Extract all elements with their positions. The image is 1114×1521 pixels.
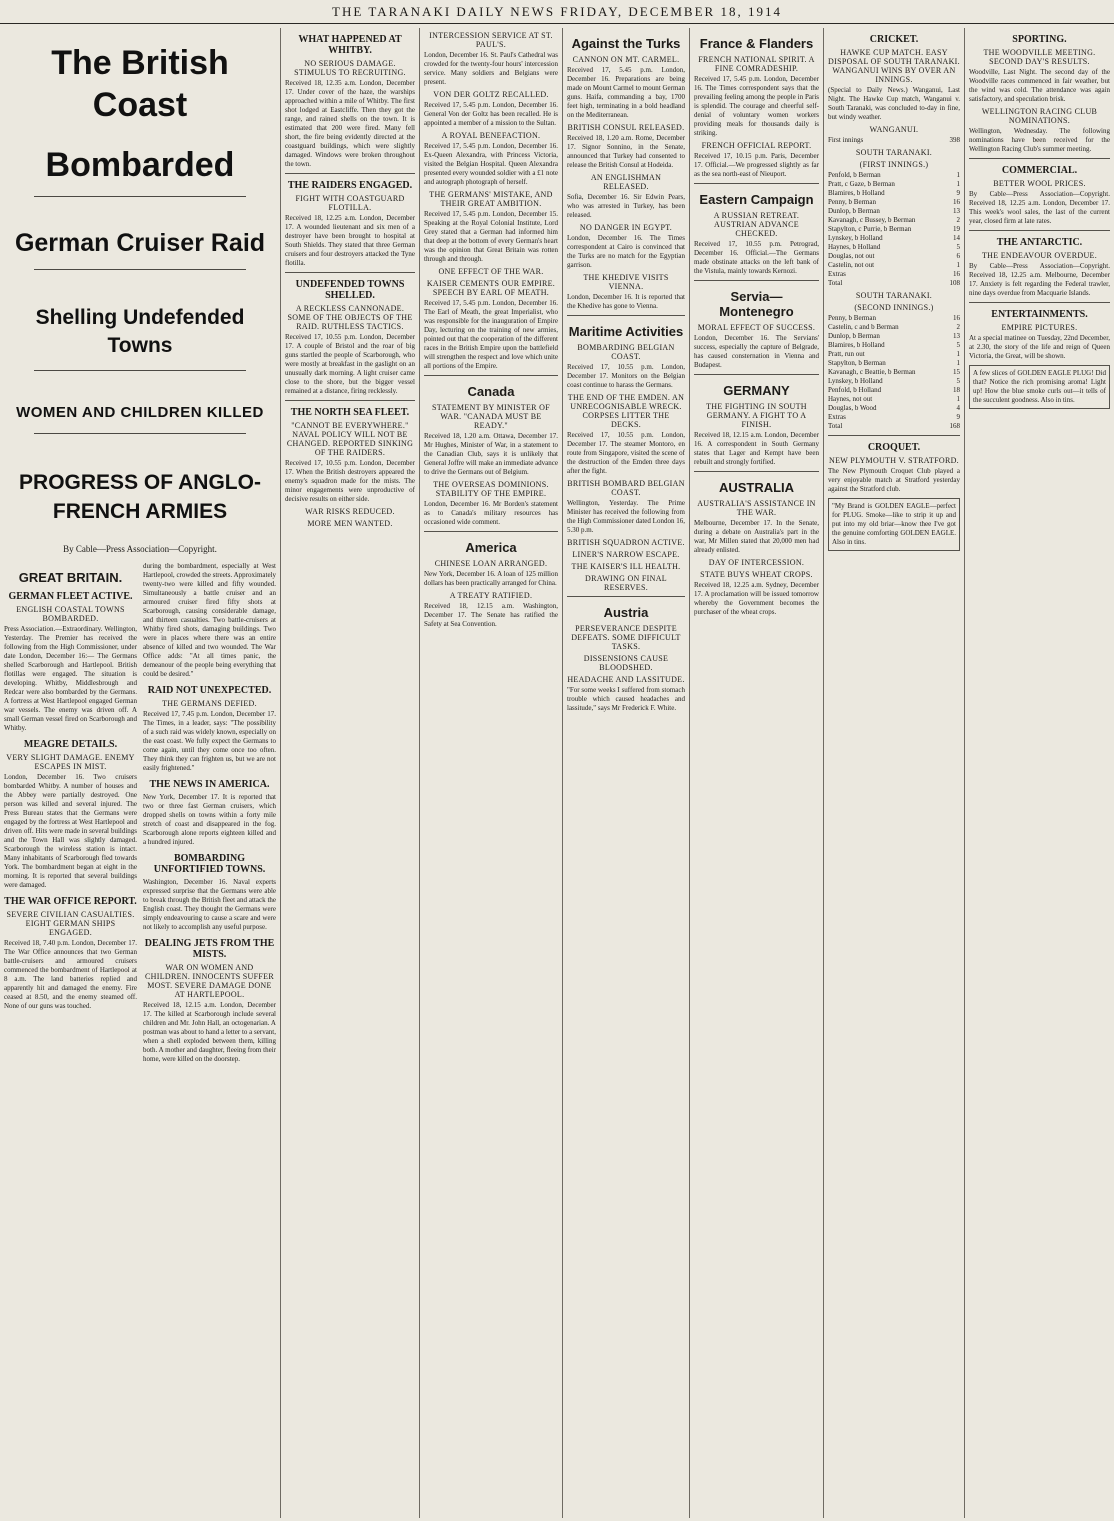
batsman-runs: 2 bbox=[956, 216, 960, 224]
headline: SPORTING. bbox=[1012, 34, 1067, 45]
subheadline: A ROYAL BENEFACTION. bbox=[441, 131, 541, 140]
article-body: Received 18, 12.15 a.m. London, December 17. The killed at Scarborough include several children and Mr. John Hall, an octogenarian. A postman was about to hand a letter to a servant, when a shell exploded between them, killing both. A mother and daughter, fleeing from their home, were killed on the doorstep. bbox=[143, 1001, 276, 1063]
article-body: Received 17, 5.45 p.m. London, December 16. Preparations are being made on Mount Carmel to mount German guns. Haifa, commanding a bay, 1700 feet high, terminating in a bold headland on the Mediterranean. bbox=[567, 66, 685, 119]
column-cricket bbox=[824, 28, 965, 1518]
article-body: Received 18, 7.40 p.m. London, December 17. The War Office announces that two German battle-cruisers and armoured cruisers commenced the bombardment of Hartlepool at 8 a.m. The land batteries replied and apparently hit and damaged the enemy. Fire ceased at 8.50, and the enemy steamed off. None of our guns was touched. bbox=[4, 939, 137, 1010]
divider bbox=[285, 272, 415, 273]
batsman-runs: 1 bbox=[956, 180, 960, 188]
divider bbox=[34, 433, 246, 434]
article-body: By Cable—Press Association—Copyright. Received 18, 12.25 a.m. London, December 17. This week's wool sales, the last of the current year, closed firm at late rates. bbox=[969, 190, 1110, 225]
batsman-name: Penfold, b Holland bbox=[828, 386, 882, 394]
section-france-flanders: France & Flanders bbox=[699, 36, 814, 51]
subheadline: THE WOODVILLE MEETING. SECOND DAY'S RESULTS. bbox=[983, 48, 1096, 66]
article-body: during the bombardment, especially at West Hartlepool, crowded the streets. Approximately twenty-two were killed and fifty wounded. Simultaneously a battle cruiser and an armoured cruiser fired fifty shots at Scarborough, causing considerable damage, and thirteen casualties. Two battle-cruisers at Whitby fired shots, damaging buildings. Two were in places where there was an entire absence of killed and two wounded. The War Office adds: "At all times panic, the demeanour of the people being everything that could be desired." bbox=[143, 562, 276, 678]
subheadline: MORAL EFFECT OF SUCCESS. bbox=[697, 323, 816, 332]
subheadline: MORE MEN WANTED. bbox=[307, 519, 393, 528]
article-body: "For some weeks I suffered from stomach trouble which caused headaches and lassitude," says Mr Frederick F. White. bbox=[567, 686, 685, 712]
tobacco-advertisement: "My Brand is GOLDEN EAGLE—perfect for PLUG. Smoke—like to strip it up and put into my old briar—know thee I've got the genuine comforting GOLDEN EAGLE. Also in tins. bbox=[828, 498, 960, 551]
total-label: Total bbox=[828, 279, 843, 287]
batting-row bbox=[828, 332, 960, 341]
extras-value: 9 bbox=[956, 413, 960, 421]
divider bbox=[969, 302, 1110, 303]
batting-row bbox=[828, 243, 960, 252]
batsman-runs: 5 bbox=[956, 377, 960, 385]
subheadline: STATEMENT BY MINISTER OF WAR. "CANADA MUST BE READY." bbox=[432, 403, 550, 430]
batsman-runs: 14 bbox=[953, 234, 960, 242]
innings-heading: (FIRST INNINGS.) bbox=[859, 160, 929, 169]
subheadline: EMPIRE PICTURES. bbox=[1001, 323, 1078, 332]
divider bbox=[694, 374, 819, 375]
section-maritime: Maritime Activities bbox=[568, 324, 684, 339]
article-body: Received 18, 12.35 a.m. London, December 17. Under cover of the haze, the warships approached within a mile of Whitby. The first shot lodged at Eastcliffe. Then they got the range, and rained shells on the town. It is estimated that 200 were fired. Many fell short, the fire being evidently directed at the coastguard buildings, which were slightly damaged. Windows were broken throughout the town. bbox=[285, 79, 415, 168]
batsman-runs: 4 bbox=[956, 404, 960, 412]
score-row bbox=[828, 413, 960, 422]
masthead: THE TARANAKI DAILY NEWS FRIDAY, DECEMBER 18, 1914 bbox=[0, 0, 1114, 24]
subheadline: FRENCH OFFICIAL REPORT. bbox=[701, 141, 812, 150]
batting-row bbox=[828, 314, 960, 323]
batsman-runs: 1 bbox=[956, 171, 960, 179]
batting-row bbox=[828, 198, 960, 207]
subheadline: THE END OF THE EMDEN. AN UNRECOGNISABLE WRECK. CORPSES LITTER THE DECKS. bbox=[567, 393, 685, 429]
subheadline: DRAWING ON FINAL RESERVES. bbox=[585, 574, 667, 592]
headline: UNDEFENDED TOWNS SHELLED. bbox=[295, 279, 405, 301]
batsman-name: Lynskey, b Holland bbox=[828, 234, 883, 242]
byline: By Cable—Press Association—Copyright. bbox=[63, 544, 217, 554]
batting-row bbox=[828, 386, 960, 395]
total-label: Total bbox=[828, 422, 843, 430]
headline: BOMBARDING UNFORTIFIED TOWNS. bbox=[153, 853, 266, 875]
batsman-runs: 6 bbox=[956, 252, 960, 260]
team-heading: SOUTH TARANAKI. bbox=[855, 291, 933, 300]
score-row bbox=[828, 422, 960, 431]
article-body: Received 18, 12.15 a.m. London, December 16. A correspondent in South Germany states that Lager and Kempt have been rebuilt and strongly fortified. bbox=[694, 431, 819, 466]
headline: THE NEWS IN AMERICA. bbox=[149, 779, 270, 790]
team-heading: WANGANUI. bbox=[869, 125, 919, 134]
team-heading: SOUTH TARANAKI. bbox=[855, 148, 933, 157]
article-body: Received 18, 12.25 a.m. London, December 17. A wounded lieutenant and six men of a destroyer have been brought to hospital at South Shields. They stated that three German cruisers and four destroyers attacked the Tyne flotilla. bbox=[285, 214, 415, 267]
divider bbox=[828, 435, 960, 436]
divider bbox=[34, 196, 246, 197]
batsman-runs: 1 bbox=[956, 395, 960, 403]
subheadline: INTERCESSION SERVICE AT ST. PAUL'S. bbox=[429, 31, 553, 49]
banner-german-cruiser-raid: German Cruiser Raid bbox=[14, 229, 266, 257]
batting-list-second bbox=[828, 314, 960, 413]
batsman-runs: 19 bbox=[953, 225, 960, 233]
banner-women-children: WOMEN AND CHILDREN KILLED bbox=[16, 404, 264, 421]
divider bbox=[34, 370, 246, 371]
batting-row bbox=[828, 341, 960, 350]
headline: MEAGRE DETAILS. bbox=[23, 739, 118, 750]
headline: CROQUET. bbox=[867, 442, 921, 453]
section-great-britain: GREAT BRITAIN. bbox=[18, 570, 123, 585]
subheadline: WAR RISKS REDUCED. bbox=[305, 507, 395, 516]
section-canada: Canada bbox=[467, 384, 515, 399]
subheadline: WAR ON WOMEN AND CHILDREN. INNOCENTS SUFFER MOST. SEVERE DAMAGE DONE AT HARTLEPOOL. bbox=[145, 963, 274, 999]
batsman-name: Douglas, not out bbox=[828, 252, 875, 260]
article-body: New York, December 17. It is reported that two or three fast German cruisers, which dropped shells on towns within a forty mile stretch of coast and disappeared in the fog. Scarborough alone reports eighteen killed and a hundred injured. bbox=[143, 793, 276, 846]
batting-row bbox=[828, 368, 960, 377]
batting-row bbox=[828, 252, 960, 261]
article-body: Wellington, Wednesday. The following nominations have been received for the Wellington Racing Club's summer meeting. bbox=[969, 127, 1110, 153]
section-austria: Austria bbox=[603, 605, 649, 620]
extras-label: Extras bbox=[828, 413, 846, 421]
batsman-name: Dunlop, b Berman bbox=[828, 332, 880, 340]
section-australia: AUSTRALIA bbox=[718, 480, 795, 495]
tobacco-advertisement: A few slices of GOLDEN EAGLE PLUG! Did that? Notice the rich promising aroma! Light up! How the blue smoke curls out—it tells of the succulent goodness. Also in tins. bbox=[969, 365, 1110, 409]
batsman-runs: 13 bbox=[953, 332, 960, 340]
subheadline: ENGLISH COASTAL TOWNS BOMBARDED. bbox=[16, 605, 125, 623]
article-body: London, December 16. It is reported that the Khedive has gone to Vienna. bbox=[567, 293, 685, 310]
batsman-name: Penny, b Berman bbox=[828, 198, 876, 206]
batting-list-first bbox=[828, 171, 960, 270]
column-front bbox=[0, 28, 281, 1518]
batting-row bbox=[828, 350, 960, 359]
batsman-name: Penfold, b Berman bbox=[828, 171, 881, 179]
subheadline: BRITISH CONSUL RELEASED. bbox=[567, 123, 685, 132]
batsman-name: Kavanagh, c Bussey, b Berman bbox=[828, 216, 916, 224]
divider bbox=[694, 183, 819, 184]
subheadline: NEW PLYMOUTH V. STRATFORD. bbox=[829, 456, 959, 465]
article-body: Received 17, 5.45 p.m. London, December 15. Speaking at the Royal Colonial Institute, Lord Grey stated that a German had informed him that deep at the bottom of every German's heart was the opinion that Great Britain was rotten through and through. bbox=[424, 210, 558, 263]
headline: THE WAR OFFICE REPORT. bbox=[4, 896, 137, 907]
batsman-name: Pratt, c Gaze, b Berman bbox=[828, 180, 895, 188]
subheadline: DISSENSIONS CAUSE BLOODSHED. bbox=[583, 654, 669, 672]
column-france bbox=[690, 28, 824, 1518]
article-body: Received 17, 10.55 p.m. London, December 17. Monitors on the Belgian coast continue to harass the Germans. bbox=[567, 363, 685, 389]
headline: GERMAN FLEET ACTIVE. bbox=[8, 591, 133, 602]
score-row bbox=[828, 136, 960, 145]
divider bbox=[694, 280, 819, 281]
subheadline: BETTER WOOL PRICES. bbox=[993, 179, 1086, 188]
article-body: Received 17, 10.55 p.m. London, December 17. A couple of Bristol and the roar of big guns startled the people of Scarborough, who were mostly at breakfast in the gaslight on an unusually dark morning. A light cruiser came close to the shore, but the bigger vessel remained at a distance, firing recklessly. bbox=[285, 333, 415, 395]
headline: DEALING JETS FROM THE MISTS. bbox=[144, 938, 275, 960]
subheadline: HAWKE CUP MATCH. EASY DISPOSAL OF SOUTH TARANAKI. WANGANUI WINS BY OVER AN INNINGS. bbox=[828, 48, 960, 84]
subheadline: SEVERE CIVILIAN CASUALTIES. EIGHT GERMAN SHIPS ENGAGED. bbox=[6, 910, 135, 937]
article-body: Received 18, 1.20 a.m. Rome, December 17. Signor Sonnino, in the Senate, announced that Turkey had consented to release the British Consul at Hodeida. bbox=[567, 134, 685, 169]
batsman-name: Blamires, b Holland bbox=[828, 189, 885, 197]
batsman-name: Dunlop, b Berman bbox=[828, 207, 880, 215]
article-body: London, December 16. The Times correspondent at Cairo is convinced that the Turks are no match for the Egyptian garrison. bbox=[567, 234, 685, 269]
article-body: Received 18, 12.25 a.m. Sydney, December 17. A proclamation will be issued tomorrow whereby the Government becomes the purchaser of the wheat crops. bbox=[694, 581, 819, 616]
batsman-name: Blamires, b Holland bbox=[828, 341, 885, 349]
article-body: (Special to Daily News.) Wanganui, Last Night. The Hawke Cup match, Wanganui v. South Taranaki, was concluded to-day in fine, but windy weather. bbox=[828, 86, 960, 121]
banner-bombarded: Bombarded bbox=[45, 146, 235, 184]
subheadline: THE ENDEAVOUR OVERDUE. bbox=[981, 251, 1098, 260]
article-body: Received 17, 5.45 p.m. London, December 16. Ex-Queen Alexandra, with Princess Victoria, visited the Belgian Hospital. Queen Alexandra presented every wounded soldier with a £1 note and autograph photograph of herself. bbox=[424, 142, 558, 186]
batting-row bbox=[828, 207, 960, 216]
batting-row bbox=[828, 216, 960, 225]
batsman-runs: 1 bbox=[956, 350, 960, 358]
article-body: London, December 16. The Servians' success, especially the capture of Belgrade, has caused consternation in Vienna and Budapest. bbox=[694, 334, 819, 369]
subheadline: THE KHEDIVE VISITS VIENNA. bbox=[583, 273, 669, 291]
article-body: Received 17, 7.45 p.m. London, December 17. The Times, in a leader, says: "The possibility of a such raid was widely known, especially on the east coast. We fully expect the Germans to come again, until they come once too often. They think they can frighten us, but we are not easily frightened." bbox=[143, 710, 276, 772]
headline: RAID NOT UNEXPECTED. bbox=[147, 685, 272, 696]
subheadline: NO SERIOUS DAMAGE. STIMULUS TO RECRUITING. bbox=[294, 59, 406, 77]
headline: COMMERCIAL. bbox=[1001, 165, 1078, 176]
article-body: Received 18, 12.15 a.m. Washington, December 17. The Senate has ratified the Safety at Sea Convention. bbox=[424, 602, 558, 628]
subheadline: FRENCH NATIONAL SPIRIT. A FINE COMRADESHIP. bbox=[698, 55, 815, 73]
article-body: New York, December 16. A loan of 125 million dollars has been practically arranged for China. bbox=[424, 570, 558, 587]
subheadline: VERY SLIGHT DAMAGE. ENEMY ESCAPES IN MIST. bbox=[6, 753, 135, 771]
divider bbox=[285, 173, 415, 174]
batsman-name: Stapylton, c Purrie, b Berman bbox=[828, 225, 912, 233]
subheadline: KAISER CEMENTS OUR EMPIRE. SPEECH BY EARL OF MEATH. bbox=[426, 279, 556, 297]
innings-heading: (SECOND INNINGS.) bbox=[854, 303, 934, 312]
subheadline: STATE BUYS WHEAT CROPS. bbox=[700, 570, 813, 579]
article-body: The New Plymouth Croquet Club played a very enjoyable match at Stratford yesterday against the Stratford club. bbox=[828, 467, 960, 493]
headline: THE NORTH SEA FLEET. bbox=[290, 407, 410, 418]
divider bbox=[424, 531, 558, 532]
subheadline: THE KAISER'S ILL HEALTH. bbox=[571, 562, 681, 571]
article-body: Received 17, 10.55 p.m. Petrograd, December 16. Official.—The Germans made obstinate attacks on the left bank of the Vistula, mainly towards Kernozi. bbox=[694, 240, 819, 275]
batsman-runs: 9 bbox=[956, 189, 960, 197]
subheadline: HEADACHE AND LASSITUDE. bbox=[567, 675, 685, 684]
article-body: London, December 16. Mr Borden's statement as to Canada's military resources has occasioned wide comment. bbox=[424, 500, 558, 526]
batsman-runs: 5 bbox=[956, 341, 960, 349]
batting-row bbox=[828, 171, 960, 180]
batsman-runs: 1 bbox=[956, 261, 960, 269]
column-intercession bbox=[420, 28, 563, 1518]
subheadline: A RUSSIAN RETREAT. AUSTRIAN ADVANCE CHECKED. bbox=[713, 211, 800, 238]
batsman-runs: 5 bbox=[956, 243, 960, 251]
divider bbox=[969, 158, 1110, 159]
article-body: Received 17, 10.55 p.m. London, December 17. The steamer Montoro, en route from Singapore, visited the scene of the destruction of the Emden three days after the fight. bbox=[567, 431, 685, 475]
subheadline: FIGHT WITH COASTGUARD FLOTILLA. bbox=[295, 194, 405, 212]
score-value: 398 bbox=[949, 136, 960, 144]
article-body: At a special matinee on Tuesday, 22nd December, at 2.30, the story of the life and reign of Queen Victoria, the Great, will be shown. bbox=[969, 334, 1110, 360]
divider bbox=[424, 375, 558, 376]
batsman-runs: 16 bbox=[953, 198, 960, 206]
article-body: Received 18, 1.20 a.m. Ottawa, December 17. Mr Hughes, Minister of War, in a statement to the Canadian Club, says it is unlikely that General Joffre will make an immediate advance to drive the Germans out of Belgium. bbox=[424, 432, 558, 476]
article-body: Melbourne, December 17. In the Senate, during a debate on Australia's part in the war, Mr Millen stated that 20,000 men had already enlisted. bbox=[694, 519, 819, 554]
subheadline: NO DANGER IN EGYPT. bbox=[579, 223, 673, 232]
banner-anglo-french: PROGRESS OF ANGLO-FRENCH ARMIES bbox=[19, 471, 261, 523]
subheadline: A RECKLESS CANNONADE. SOME OF THE OBJECTS OF THE RAID. RUTHLESS TACTICS. bbox=[287, 304, 413, 331]
headline: ENTERTAINMENTS. bbox=[991, 309, 1088, 320]
batsman-runs: 16 bbox=[953, 314, 960, 322]
batsman-runs: 13 bbox=[953, 207, 960, 215]
section-against-turks: Against the Turks bbox=[571, 36, 681, 51]
batting-row bbox=[828, 189, 960, 198]
article-body: Woodville, Last Night. The second day of the Woodville races commenced in fair weather, but the wind was cold. The attendance was again satisfactory, and speculation brisk. bbox=[969, 68, 1110, 103]
divider bbox=[34, 269, 246, 270]
score-row bbox=[828, 270, 960, 279]
batsman-name: Castelin, c and b Berman bbox=[828, 323, 899, 331]
subheadline: CHINESE LOAN ARRANGED. bbox=[434, 559, 548, 568]
score-row bbox=[828, 279, 960, 288]
divider bbox=[567, 596, 685, 597]
divider bbox=[969, 230, 1110, 231]
article-body: London, December 16. St. Paul's Cathedral was crowded for the twenty-four hours' intercession service. Many soldiers and Belgians were present. bbox=[424, 51, 558, 86]
subheadline: "CANNOT BE EVERYWHERE." NAVAL POLICY WILL NOT BE CHANGED. REPORTED SINKING OF THE RAIDERS. bbox=[286, 421, 414, 457]
article-body: Press Association.—Extraordinary. Wellington, Yesterday. The Premier has received the following from the High Commissioner, under date London, December 16:— The Germans shelled Scarborough and Hartlepool. British flotillas were engaged. The situation is developing. Whitby, Middlesbrough and Redcar were also bombarded by the Germans. A fortress at West Hartlepool engaged German war vessels. The enemy was driven off. A small German vessel fired on Scarborough and Whitby. bbox=[4, 625, 137, 732]
subheadline: THE GERMANS' MISTAKE, AND THEIR GREAT AMBITION. bbox=[429, 190, 553, 208]
batsman-name: Lynskey, b Holland bbox=[828, 377, 883, 385]
subheadline: AUSTRALIA'S ASSISTANCE IN THE WAR. bbox=[697, 499, 816, 517]
article-body: London, December 16. Two cruisers bombarded Whitby. A number of houses and the Abbey were partially destroyed. One person was killed and several injured. The Press Bureau states that the Germans were engaged by the fortress at West Hartlepool and driven off. Hits were made in several buildings and the Town Hall was slightly damaged. Scarborough the wireless station is intact. Many inhabitants of Scarborough fled towards York. The bombardment began at eight in the morning. It is reported that several buildings were damaged. bbox=[4, 773, 137, 889]
score-label: First innings bbox=[828, 136, 864, 144]
article-body: By Cable—Press Association—Copyright. Received 18, 12.25 a.m. Melbourne, December 17. Anxiety is felt regarding the Federal trawler, nine days overdue from Macquarie Islands. bbox=[969, 262, 1110, 297]
subheadline: ONE EFFECT OF THE WAR. bbox=[438, 267, 544, 276]
batting-row bbox=[828, 323, 960, 332]
subheadline: BOMBARDING BELGIAN COAST. bbox=[577, 343, 675, 361]
batsman-runs: 1 bbox=[956, 359, 960, 367]
subheadline: THE OVERSEAS DOMINIONS. STABILITY OF THE EMPIRE. bbox=[433, 480, 549, 498]
section-america: America bbox=[465, 540, 517, 555]
divider bbox=[567, 315, 685, 316]
subheadline: WELLINGTON RACING CLUB NOMINATIONS. bbox=[981, 107, 1098, 125]
batsman-name: Pratt, run out bbox=[828, 350, 865, 358]
batsman-name: Stapylton, b Berman bbox=[828, 359, 886, 367]
divider bbox=[694, 471, 819, 472]
article-body: Received 17, 5.45 p.m. London, December 16. The Earl of Meath, the great Imperialist, who was responsible for the inauguration of Empire Day, lecturing on the training of new armies, pointed out that the cooperation of the different races in the British Empire upon the battlefield will strengthen the respect and love which unite all portions of the Empire. bbox=[424, 299, 558, 370]
extras-value: 16 bbox=[953, 270, 960, 278]
front-left-column bbox=[4, 562, 137, 1067]
batsman-name: Penny, b Berman bbox=[828, 314, 876, 322]
subheadline: BRITISH SQUADRON ACTIVE. bbox=[567, 538, 685, 547]
article-body: Wellington, Yesterday. The Prime Minister has received the following from the High Commissioner dated London 16, 5.30 p.m. bbox=[567, 499, 685, 534]
headline: THE RAIDERS ENGAGED. bbox=[287, 180, 413, 191]
extras-label: Extras bbox=[828, 270, 846, 278]
batting-row bbox=[828, 234, 960, 243]
batting-row bbox=[828, 225, 960, 234]
article-body: Received 17, 5.45 p.m. London, December 16. General Von der Goltz has been recalled. He is appointed a member of a mission to the Sultan. bbox=[424, 101, 558, 127]
article-body: Received 17, 10.15 p.m. Paris, December 17. Official.—We progressed slightly as far as the sea north-east of Nieuport. bbox=[694, 152, 819, 178]
subheadline: VON DER GOLTZ RECALLED. bbox=[433, 90, 549, 99]
batting-row bbox=[828, 261, 960, 270]
front-columns bbox=[4, 562, 276, 1067]
section-germany: GERMANY bbox=[723, 383, 790, 398]
subheadline: A TREATY RATIFIED. bbox=[449, 591, 533, 600]
batsman-name: Haynes, not out bbox=[828, 395, 873, 403]
divider bbox=[285, 400, 415, 401]
column-sporting bbox=[965, 28, 1114, 1518]
subheadline: CANNON ON MT. CARMEL. bbox=[572, 55, 680, 64]
subheadline: BRITISH BOMBARD BELGIAN COAST. bbox=[567, 479, 685, 497]
section-eastern-campaign: Eastern Campaign bbox=[699, 192, 814, 207]
column-turks bbox=[563, 28, 690, 1518]
total-value: 108 bbox=[949, 279, 960, 287]
batsman-name: Castelin, not out bbox=[828, 261, 875, 269]
batting-row bbox=[828, 395, 960, 404]
total-value: 168 bbox=[949, 422, 960, 430]
banner-shelling-towns: Shelling Undefended Towns bbox=[35, 306, 245, 357]
subheadline: LINER'S NARROW ESCAPE. bbox=[572, 550, 680, 559]
article-body: Sofia, December 16. Sir Edwin Pears, who was arrested in Turkey, has been released. bbox=[567, 193, 685, 219]
batting-row bbox=[828, 359, 960, 368]
subheadline: DAY OF INTERCESSION. bbox=[708, 558, 805, 567]
batsman-runs: 18 bbox=[953, 386, 960, 394]
batsman-name: Douglas, b Wood bbox=[828, 404, 877, 412]
article-body: Washington, December 16. Naval experts expressed surprise that the Germans were able to break through the British fleet and attack the English coast. They thought the Germans were simply endeavouring to cause a scare and were not likely to accomplish any useful purpose. bbox=[143, 878, 276, 931]
banner-british-coast: The British Coast bbox=[51, 44, 229, 124]
batsman-name: Kavanagh, c Beattie, b Berman bbox=[828, 368, 916, 376]
article-body: Received 17, 5.45 p.m. London, December 16. The Times correspondent says that the prevailing feeling among the people in Paris is splendid. The courage and cheerful self-denial of voluntary women workers providing meals for thousands daily is striking. bbox=[694, 75, 819, 137]
headline: THE ANTARCTIC. bbox=[996, 237, 1083, 248]
subheadline: AN ENGLISHMAN RELEASED. bbox=[590, 173, 662, 191]
batsman-runs: 2 bbox=[956, 323, 960, 331]
batting-row bbox=[828, 404, 960, 413]
batsman-name: Haynes, b Holland bbox=[828, 243, 881, 251]
headline: CRICKET. bbox=[869, 34, 919, 45]
subheadline: PERSEVERANCE DESPITE DEFEATS. SOME DIFFICULT TASKS. bbox=[571, 624, 681, 651]
headline: WHAT HAPPENED AT WHITBY. bbox=[298, 34, 402, 56]
batsman-runs: 15 bbox=[953, 368, 960, 376]
section-servia: Servia—Montenegro bbox=[719, 289, 794, 319]
column-whitby bbox=[281, 28, 420, 1518]
front-right-column bbox=[143, 562, 276, 1067]
subheadline: THE GERMANS DEFIED. bbox=[162, 699, 257, 708]
batting-row bbox=[828, 377, 960, 386]
article-body: Received 17, 10.55 p.m. London, December 17. When the British destroyers appeared the enemy's squadron made for the mists. The minor engagements were unproductive of decisive results on either side. bbox=[285, 459, 415, 503]
batting-row bbox=[828, 180, 960, 189]
subheadline: THE FIGHTING IN SOUTH GERMANY. A FIGHT TO A FINISH. bbox=[706, 402, 807, 429]
